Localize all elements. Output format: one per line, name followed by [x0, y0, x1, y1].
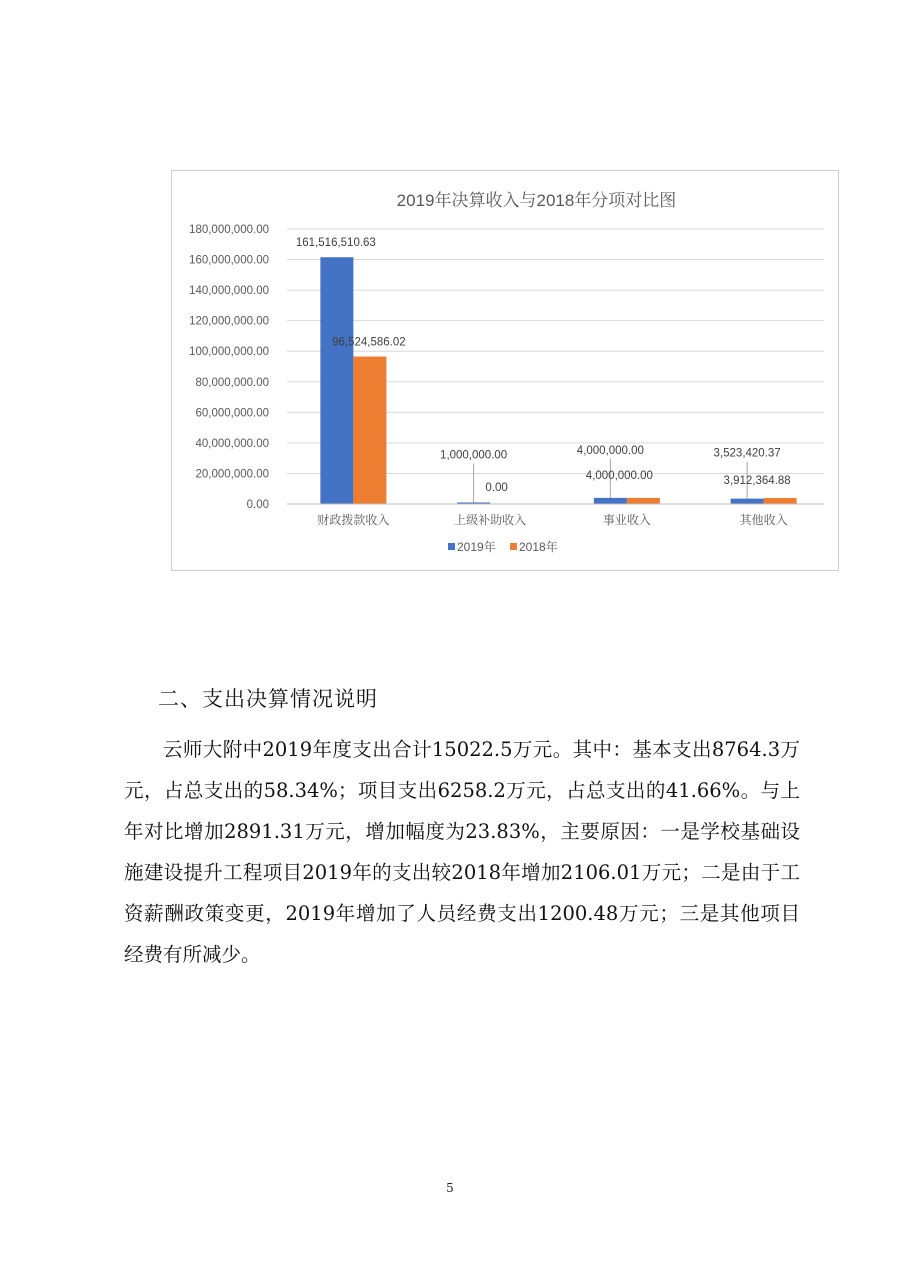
- x-tick-label: 其他收入: [739, 513, 788, 527]
- income-comparison-chart: [171, 170, 839, 571]
- bar-2018: [627, 498, 660, 504]
- page-number: 5: [446, 1181, 454, 1195]
- body-paragraph: 云师大附中2019年度支出合计15022.5万元。其中：基本支出8764.3万元，占总支出的58.34%；项目支出6258.2万元，占总支出的41.66%。与上年对比增加2891.31万元，增加幅度为23.83%，主要原因：一是学校基础设施建设提升工程项目2019年的支出较2018年增加2106.01万元；二是由于工资薪酬政策变更，2019年增加了人员经费支出1200.48万元；三是其他项目经费有所减少。: [124, 738, 800, 966]
- y-tick-label: 180,000,000.00: [189, 224, 269, 236]
- chart-title: 2019年决算收入与2018年分项对比图: [396, 191, 677, 210]
- y-tick-label: 60,000,000.00: [195, 407, 269, 420]
- data-label: 1,000,000.00: [440, 449, 508, 462]
- x-tick-label: 事业收入: [602, 513, 651, 527]
- legend-swatch: [448, 543, 455, 550]
- x-tick-label: 上级补助收入: [454, 513, 527, 527]
- data-label: 96,524,586.02: [332, 336, 406, 349]
- x-tick-label: 财政拨款收入: [317, 513, 390, 527]
- y-tick-label: 120,000,000.00: [189, 315, 269, 328]
- bar-2018: [353, 357, 386, 504]
- bar-2019: [594, 498, 627, 504]
- legend-label: 2019年: [457, 540, 496, 554]
- y-tick-label: 100,000,000.00: [189, 346, 269, 359]
- legend-swatch: [510, 543, 517, 550]
- y-tick-label: 40,000,000.00: [195, 437, 269, 450]
- bar-2019: [320, 257, 353, 504]
- data-label: 161,516,510.63: [295, 237, 376, 250]
- y-tick-label: 140,000,000.00: [189, 285, 269, 298]
- y-tick-label: 0.00: [246, 499, 269, 511]
- data-label: 3,912,364.88: [723, 475, 791, 488]
- section-heading: 二、支出决算情况说明: [158, 687, 378, 711]
- y-tick-label: 160,000,000.00: [189, 254, 269, 267]
- bar-2018: [764, 498, 797, 504]
- legend-label: 2018年: [519, 540, 558, 554]
- y-tick-label: 20,000,000.00: [195, 468, 269, 481]
- data-label: 3,523,420.37: [713, 447, 781, 460]
- data-label: 4,000,000.00: [576, 444, 644, 457]
- chart-canvas: [172, 171, 840, 572]
- data-label: 4,000,000.00: [585, 469, 653, 482]
- y-tick-label: 80,000,000.00: [195, 376, 269, 389]
- bar-2019: [731, 499, 764, 504]
- data-label: 0.00: [485, 482, 508, 494]
